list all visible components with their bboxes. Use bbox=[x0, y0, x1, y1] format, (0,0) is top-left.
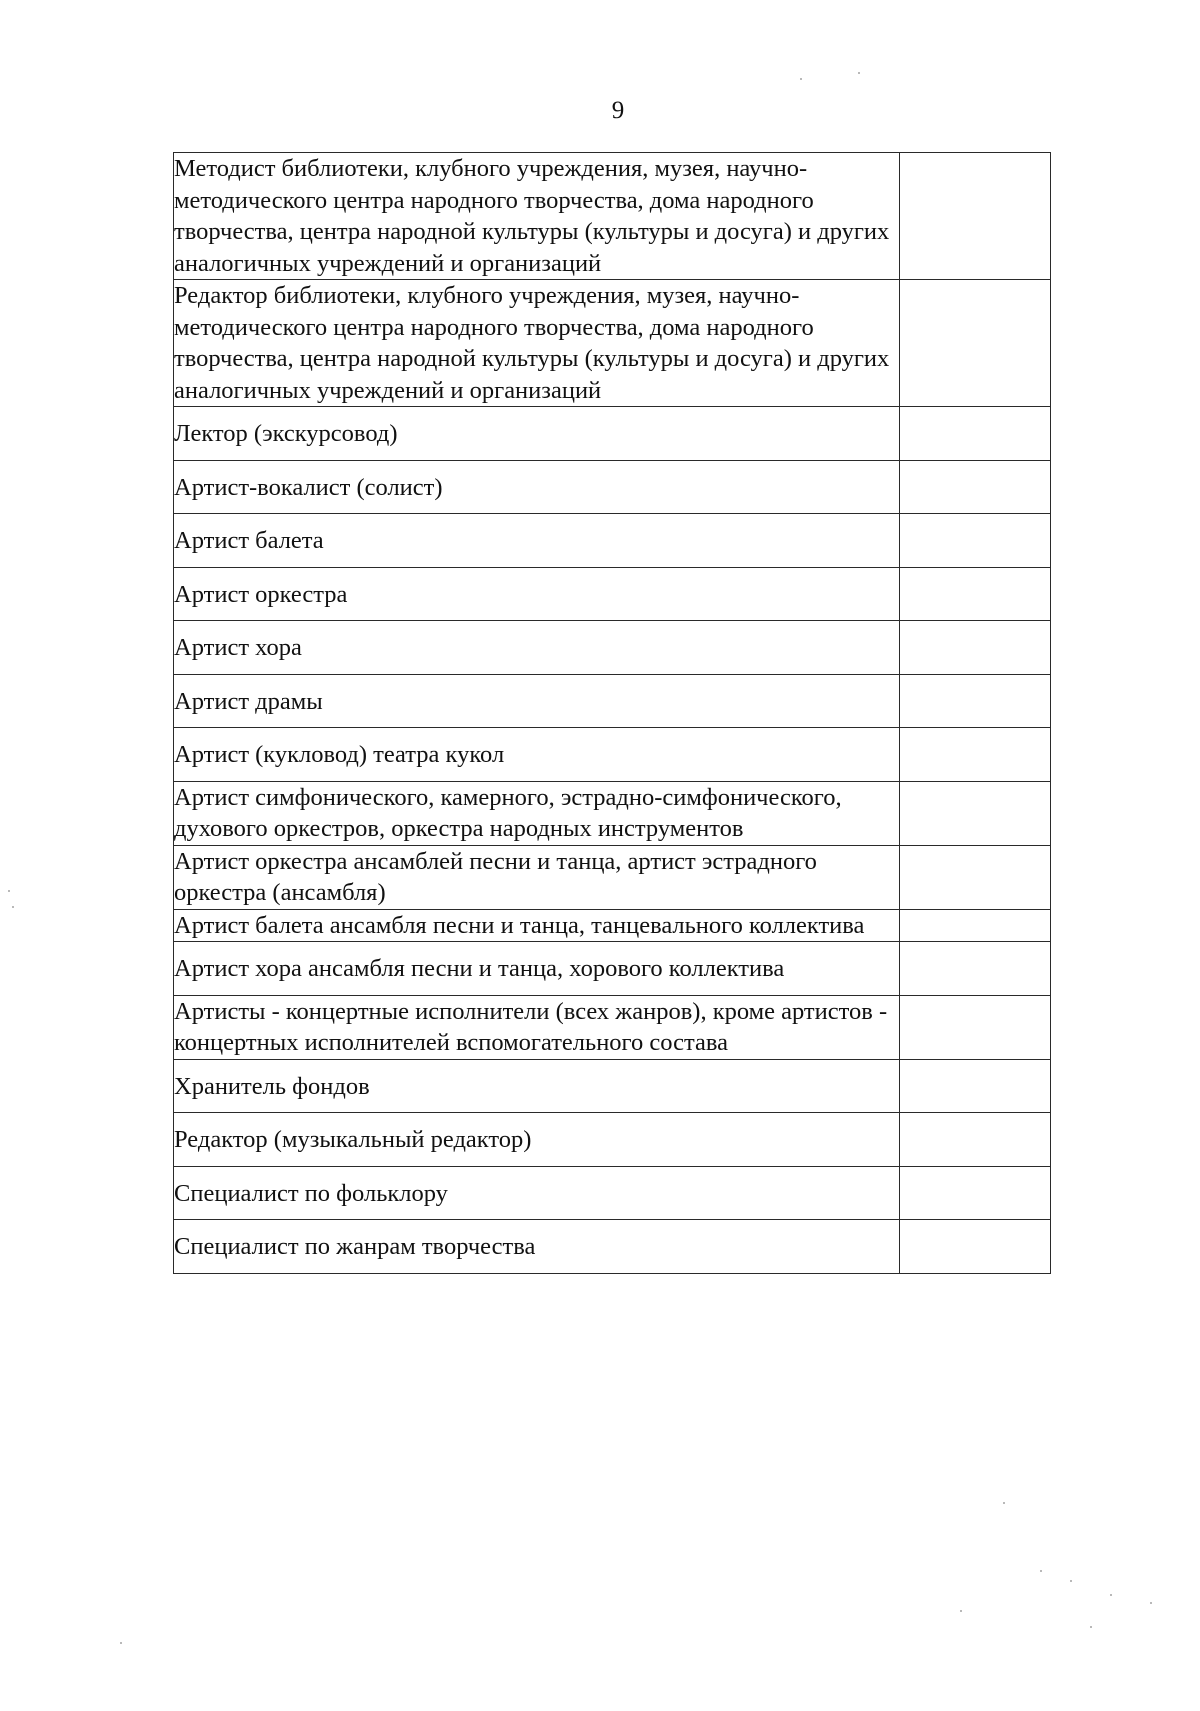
position-title: Редактор (музыкальный редактор) bbox=[174, 1113, 900, 1167]
position-value bbox=[900, 674, 1051, 728]
table-row bbox=[174, 460, 1051, 514]
table-row bbox=[174, 1220, 1051, 1274]
position-value bbox=[900, 942, 1051, 996]
position-title: Артист балета ансамбля песни и танца, танцевального коллектива bbox=[174, 909, 900, 942]
position-value bbox=[900, 567, 1051, 621]
table-row bbox=[174, 1166, 1051, 1220]
scan-speck bbox=[960, 1610, 962, 1612]
table-row bbox=[174, 407, 1051, 461]
position-title: Артист симфонического, камерного, эстрадно-симфонического, духового оркестров, оркестра народных инструментов bbox=[174, 781, 900, 845]
position-value bbox=[900, 1059, 1051, 1113]
scan-speck bbox=[120, 1642, 122, 1644]
scan-speck bbox=[1090, 1626, 1092, 1628]
position-title: Методист библиотеки, клубного учреждения, музея, научно-методического центра народного творчества, дома народного творчества, центра народной культуры (культуры и досуга) и других аналогичных учреждений и организаций bbox=[174, 153, 900, 280]
position-value bbox=[900, 728, 1051, 782]
scan-speck bbox=[1150, 1602, 1152, 1604]
table-row bbox=[174, 728, 1051, 782]
position-title: Редактор библиотеки, клубного учреждения, музея, научно-методического центра народного творчества, дома народного творчества, центра народной культуры (культуры и досуга) и других аналогичных учреждений и организаций bbox=[174, 280, 900, 407]
position-value bbox=[900, 909, 1051, 942]
table-row bbox=[174, 995, 1051, 1059]
position-title: Артист балета bbox=[174, 514, 900, 568]
position-title: Артист драмы bbox=[174, 674, 900, 728]
table-row bbox=[174, 567, 1051, 621]
table-row bbox=[174, 942, 1051, 996]
scan-speck bbox=[800, 78, 802, 80]
table-row bbox=[174, 781, 1051, 845]
position-title: Специалист по фольклору bbox=[174, 1166, 900, 1220]
position-title: Лектор (экскурсовод) bbox=[174, 407, 900, 461]
position-value bbox=[900, 995, 1051, 1059]
position-value bbox=[900, 1166, 1051, 1220]
position-title: Артист (кукловод) театра кукол bbox=[174, 728, 900, 782]
table-row bbox=[174, 514, 1051, 568]
position-title: Артист хора bbox=[174, 621, 900, 675]
table-row bbox=[174, 621, 1051, 675]
table-row bbox=[174, 153, 1051, 280]
position-value bbox=[900, 280, 1051, 407]
position-value bbox=[900, 153, 1051, 280]
scan-speck bbox=[1070, 1580, 1072, 1582]
scan-speck bbox=[1003, 1502, 1005, 1504]
scan-speck bbox=[12, 906, 14, 908]
position-value bbox=[900, 1220, 1051, 1274]
table-row bbox=[174, 674, 1051, 728]
table-row bbox=[174, 1113, 1051, 1167]
positions-table bbox=[173, 152, 1051, 1274]
table-row bbox=[174, 845, 1051, 909]
scan-speck bbox=[858, 72, 860, 74]
position-value bbox=[900, 621, 1051, 675]
position-title: Артисты - концертные исполнители (всех жанров), кроме артистов - концертных исполнителей вспомогательного состава bbox=[174, 995, 900, 1059]
position-value bbox=[900, 781, 1051, 845]
position-title: Артист-вокалист (солист) bbox=[174, 460, 900, 514]
position-value bbox=[900, 514, 1051, 568]
position-value bbox=[900, 1113, 1051, 1167]
scan-speck bbox=[8, 890, 10, 892]
table-row bbox=[174, 909, 1051, 942]
position-title: Артист хора ансамбля песни и танца, хорового коллектива bbox=[174, 942, 900, 996]
position-value bbox=[900, 407, 1051, 461]
scan-speck bbox=[1110, 1594, 1112, 1596]
position-title: Специалист по жанрам творчества bbox=[174, 1220, 900, 1274]
table-row bbox=[174, 280, 1051, 407]
position-title: Хранитель фондов bbox=[174, 1059, 900, 1113]
page-number: 9 bbox=[611, 97, 625, 124]
position-value bbox=[900, 845, 1051, 909]
position-title: Артист оркестра ансамблей песни и танца, артист эстрадного оркестра (ансамбля) bbox=[174, 845, 900, 909]
table-row bbox=[174, 1059, 1051, 1113]
scan-speck bbox=[1040, 1570, 1042, 1572]
position-title: Артист оркестра bbox=[174, 567, 900, 621]
position-value bbox=[900, 460, 1051, 514]
